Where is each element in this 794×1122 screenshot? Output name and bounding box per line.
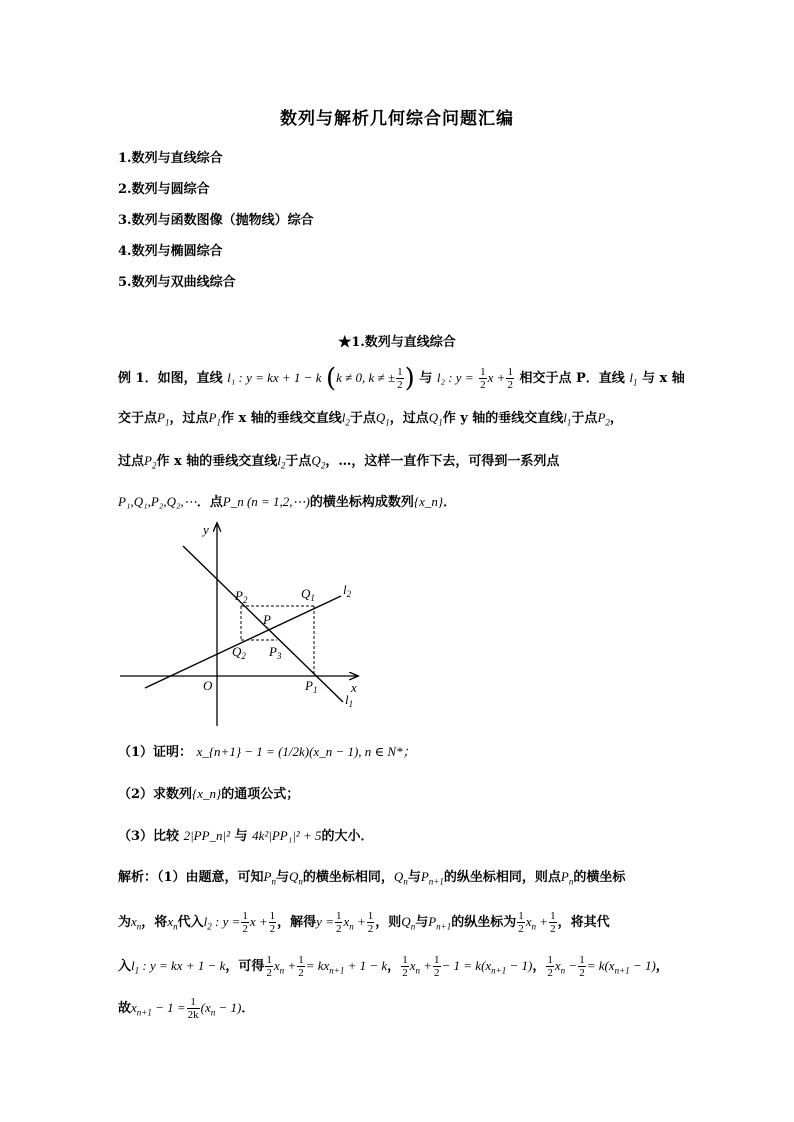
x-axis-label: x <box>351 680 357 695</box>
example-line-4: P₁,Q₁,P₂,Q₂,⋯．点P_n (n = 1,2,⋯)的横坐标构成数列{x_n}． <box>118 494 457 510</box>
line-l2-label: $l_2$ <box>343 582 352 599</box>
example-line-2: 交于点$P_1$，过点$P_1$作 x 轴的垂线交直线$l_2$于点$Q_1$，过点$Q_1$作 y 轴的垂线交直线$l_1$于点$P_2$， <box>118 410 623 428</box>
toc-item-1: 1.数列与直线综合 <box>118 151 223 166</box>
origin-label: O <box>203 678 213 693</box>
toc-item-4: 4.数列与椭圆综合 <box>118 244 223 259</box>
question-1: （1）证明： x_{n+1} − 1 = (1/2k)(x_n − 1), n ∈ N*； <box>118 744 416 760</box>
question-2: （2）求数列{x_n}的通项公式； <box>118 786 300 802</box>
l1-equation: l₁ : y = kx + 1 − k <box>227 370 322 385</box>
example-line-1: 例 1．如图，直线 l₁ : y = kx + 1 − k (k ≠ 0, k ≠ ± $\frac{1}{2}$ ) 与 l₂ : y = $\frac{1}{2}$ x + $\frac{1}{2}$ 相交于点 P．直线 $l_1$ 与 x 轴 <box>118 363 685 394</box>
solution-line-4: 故$x_{n+1} - 1$ = $\frac{1}{2k}$ $(x_n - 1)$． <box>118 996 255 1021</box>
solution-line-1: 解析：（1）由题意，可知$P_n$与$Q_n$的横坐标相同，$Q_n$与$P_{n+1}$的纵坐标相同，则点$P_n$的横坐标 <box>118 869 626 887</box>
example-line-3: 过点$P_2$作 x 轴的垂线交直线$l_2$于点$Q_2$，…，这样一直作下去，可得到一系列点 <box>118 453 560 471</box>
point-Q1-label: $Q_1$ <box>301 586 315 603</box>
toc-item-2: 2.数列与圆综合 <box>118 182 210 197</box>
question-3: （3）比较 2|PP_n|² 与 4k²|PP₁|² + 5的大小． <box>118 828 374 844</box>
point-Q2-label: $Q_2$ <box>232 644 246 661</box>
point-P2-label: $P_2$ <box>235 588 248 605</box>
point-P1-label: $P_1$ <box>305 678 318 695</box>
point-P-label: P <box>263 612 271 627</box>
toc-item-5: 5.数列与双曲线综合 <box>118 275 236 290</box>
solution-line-3: 入$l_1$ : y = kx + 1 − k，可得 $\frac{1}{2}$ $x_n$ + $\frac{1}{2}$ = $kx_{n+1} + 1 - k$， $\frac{1}{2}$ $x_n$ + $\frac{1}{2}$ − $1 = k(x_{n+1} - 1)$， $\frac{1}{2}$ $x_n$ − $\frac{1}{2}$ = $k(x_{n+1} - 1)$， <box>118 954 669 979</box>
section-heading: ★1.数列与直线综合 <box>338 335 456 350</box>
line-l1-label: $l_1$ <box>345 692 354 709</box>
line-l2 <box>145 596 341 688</box>
toc-item-3: 3.数列与函数图像（抛物线）综合 <box>118 213 314 228</box>
page-title: 数列与解析几何综合问题汇编 <box>280 109 514 129</box>
solution-line-2: 为$x_n$，将$x_n$代入$l_2$ : y = $\frac{1}{2}$ x + $\frac{1}{2}$ ，解得y = $\frac{1}{2}$ $x_n$ + $\frac{1}{2}$ ，则$Q_n$与$P_{n+1}$的纵坐标为 $\frac{1}{2}$ $x_n$ + $\frac{1}{2}$ ，将其代 <box>118 910 610 935</box>
point-P3-label: $P_3$ <box>269 644 282 661</box>
y-axis-label: y <box>203 522 209 537</box>
geometry-figure <box>115 518 375 733</box>
construction-lines <box>241 606 314 676</box>
l2-equation: l₂ : y = <box>436 370 474 385</box>
